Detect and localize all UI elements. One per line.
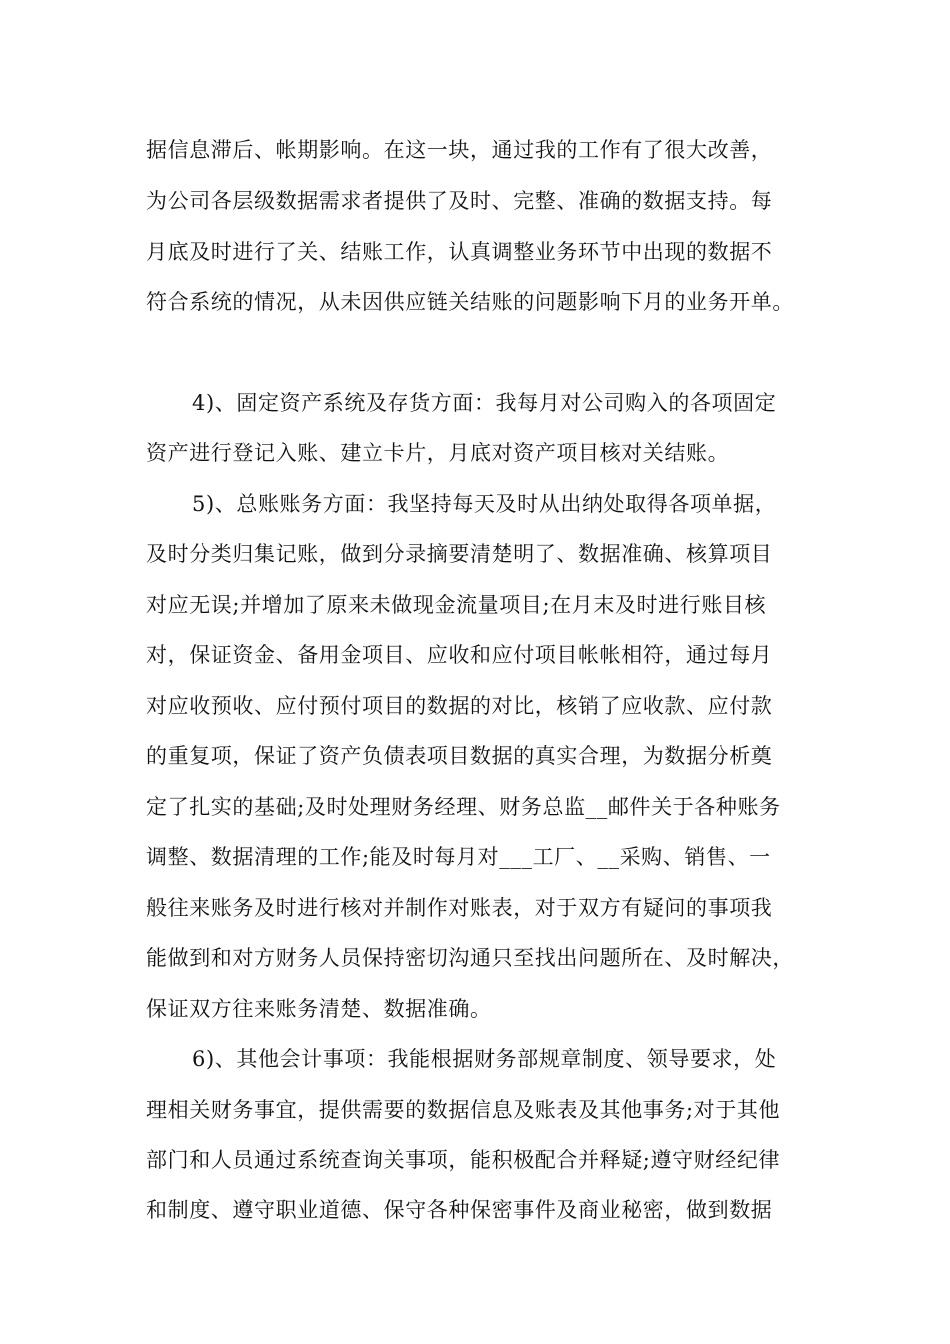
text-line: 为公司各层级数据需求者提供了及时、完整、准确的数据支持。每 [146, 189, 773, 213]
text-line: 对应无误;并增加了原来未做现金流量项目;在月末及时进行账目核 [146, 593, 767, 617]
text-line: 对，保证资金、备用金项目、应收和应付项目帐帐相符，通过每月 [146, 643, 773, 667]
text-line: 对应收预收、应付预付项目的数据的对比，核销了应收款、应付款 [146, 694, 773, 718]
text-line: 月底及时进行了关、结账工作，认真调整业务环节中出现的数据不 [146, 240, 773, 264]
text-line: 据信息滞后、帐期影响。在这一块，通过我的工作有了很大改善， [146, 138, 773, 162]
text-line: 能做到和对方财务人员保持密切沟通只至找出问题所在、及时解决， [146, 946, 794, 970]
text-line: 般往来账务及时进行核对并制作对账表，对于双方有疑问的事项我 [146, 896, 773, 920]
text-line: 及时分类归集记账，做到分录摘要清楚明了、数据准确、核算项目 [146, 542, 773, 566]
text-line: 的重复项，保证了资产负债表项目数据的真实合理，为数据分析奠 [146, 744, 773, 768]
text-line: 符合系统的情况，从未因供应链关结账的问题影响下月的业务开单。 [146, 290, 794, 314]
text-line: 理相关财务事宜，提供需要的数据信息及账表及其他事务;对于其他 [146, 1098, 781, 1122]
text-line-4-heading: 4)、固定资产系统及存货方面：我每月对公司购入的各项固定 [192, 391, 777, 415]
text-line: 和制度、遵守职业道德、保守各种保密事件及商业秘密，做到数据 [146, 1198, 773, 1222]
text-line: 部门和人员通过系统查询关事项，能积极配合并释疑;遵守财经纪律 [146, 1148, 781, 1172]
text-line: 调整、数据清理的工作;能及时每月对___工厂、__采购、销售、一 [146, 845, 771, 869]
text-line-5-heading: 5)、总账账务方面：我坚持每天及时从出纳处取得各项单据， [192, 492, 777, 516]
text-line: 资产进行登记入账、建立卡片，月底对资产项目核对关结账。 [146, 441, 730, 465]
text-line: 保证双方往来账务清楚、数据准确。 [146, 997, 492, 1021]
text-line-6-heading: 6)、其他会计事项：我能根据财务部规章制度、领导要求，处 [192, 1047, 777, 1071]
text-line: 定了扎实的基础;及时处理财务经理、财务总监__邮件关于各种账务 [146, 795, 781, 819]
